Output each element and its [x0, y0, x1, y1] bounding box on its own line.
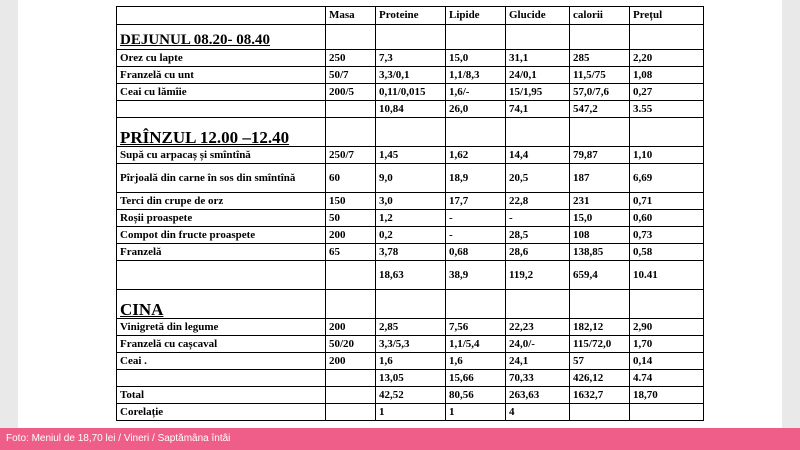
- table-cell: 138,85: [570, 244, 630, 261]
- table-cell: 0,58: [630, 244, 704, 261]
- table-row: [117, 227, 704, 244]
- table-cell: 3,3/0,1: [376, 67, 446, 84]
- header-row: [117, 7, 704, 25]
- table-cell: 3.55: [630, 101, 704, 118]
- table-cell: [630, 404, 704, 421]
- table-cell: 0,68: [446, 244, 506, 261]
- table-cell: 659,4: [570, 261, 630, 290]
- table-cell: [326, 101, 376, 118]
- section-title: PRÎNZUL 12.00 –12.40: [117, 118, 326, 147]
- table-cell: -: [506, 210, 570, 227]
- table-cell: 17,7: [446, 193, 506, 210]
- table-cell: 57,0/7,6: [570, 84, 630, 101]
- table-cell: 60: [326, 164, 376, 193]
- table-cell: [326, 404, 376, 421]
- table-row: [117, 50, 704, 67]
- table-cell: 74,1: [506, 101, 570, 118]
- table-cell: 65: [326, 244, 376, 261]
- table-cell: 50/20: [326, 336, 376, 353]
- table-cell: 0,71: [630, 193, 704, 210]
- table-cell: 14,4: [506, 147, 570, 164]
- dish-name: Roșii proaspete: [117, 210, 326, 227]
- table-row: [117, 244, 704, 261]
- table-cell: 1,10: [630, 147, 704, 164]
- table-cell: 1,1/5,4: [446, 336, 506, 353]
- table-cell: 7,3: [376, 50, 446, 67]
- table-cell: 200: [326, 353, 376, 370]
- dish-name: Pîrjoală din carne în sos din smîntînă: [117, 164, 326, 193]
- table-cell: 28,5: [506, 227, 570, 244]
- table-cell: -: [446, 210, 506, 227]
- table-cell: 15/1,95: [506, 84, 570, 101]
- table-cell: 4.74: [630, 370, 704, 387]
- dish-name: Supă cu arpacaș și smîntînă: [117, 147, 326, 164]
- header-cell: Prețul: [630, 7, 704, 25]
- table-cell: 0,27: [630, 84, 704, 101]
- table-cell: 80,56: [446, 387, 506, 404]
- section-title: CINA: [117, 290, 326, 319]
- table-cell: 38,9: [446, 261, 506, 290]
- table-cell: 119,2: [506, 261, 570, 290]
- table-cell: [326, 387, 376, 404]
- table-cell: [117, 370, 326, 387]
- table-cell: [117, 261, 326, 290]
- table-row: [117, 353, 704, 370]
- table-cell: 22,8: [506, 193, 570, 210]
- table-cell: 1: [376, 404, 446, 421]
- menu-table: [116, 6, 704, 421]
- table-cell: 18,63: [376, 261, 446, 290]
- header-cell: calorii: [570, 7, 630, 25]
- table-cell: [117, 101, 326, 118]
- total-label: Total: [117, 387, 326, 404]
- table-cell: 115/72,0: [570, 336, 630, 353]
- table-cell: 18,9: [446, 164, 506, 193]
- table-cell: 1,6: [376, 353, 446, 370]
- table-cell: 0,73: [630, 227, 704, 244]
- table-cell: 28,6: [506, 244, 570, 261]
- table-cell: -: [446, 227, 506, 244]
- table-cell: 0,14: [630, 353, 704, 370]
- table-cell: 50/7: [326, 67, 376, 84]
- dish-name: Franzelă cu cașcaval: [117, 336, 326, 353]
- header-cell: Masa: [326, 7, 376, 25]
- table-cell: 1,45: [376, 147, 446, 164]
- table-cell: 3,3/5,3: [376, 336, 446, 353]
- table-cell: 20,5: [506, 164, 570, 193]
- table-cell: 3,78: [376, 244, 446, 261]
- table-row: [117, 164, 704, 193]
- table-row: [117, 210, 704, 227]
- table-cell: 426,12: [570, 370, 630, 387]
- dish-name: Franzelă cu unt: [117, 67, 326, 84]
- dish-name: Vinigretă din legume: [117, 319, 326, 336]
- table-cell: 285: [570, 50, 630, 67]
- header-cell: Lipide: [446, 7, 506, 25]
- subtotal-row: [117, 370, 704, 387]
- table-row: [117, 319, 704, 336]
- table-cell: 18,70: [630, 387, 704, 404]
- subtotal-row: [117, 101, 704, 118]
- table-cell: 250/7: [326, 147, 376, 164]
- table-cell: 15,0: [570, 210, 630, 227]
- table-cell: 24,1: [506, 353, 570, 370]
- table-cell: 250: [326, 50, 376, 67]
- table-cell: [570, 404, 630, 421]
- table-cell: 9,0: [376, 164, 446, 193]
- section-header-row: [117, 118, 704, 147]
- subtotal-row: [117, 261, 704, 290]
- table-cell: [326, 261, 376, 290]
- table-cell: 0,60: [630, 210, 704, 227]
- header-cell: Proteine: [376, 7, 446, 25]
- photo-caption: Foto: Meniul de 18,70 lei / Vineri / Saptămâna întâi: [0, 428, 800, 450]
- dish-name: Ceai cu lămîie: [117, 84, 326, 101]
- table-cell: 2,85: [376, 319, 446, 336]
- table-cell: 4: [506, 404, 570, 421]
- table-cell: 1,70: [630, 336, 704, 353]
- correlation-row: [117, 404, 704, 421]
- table-cell: 3,0: [376, 193, 446, 210]
- table-cell: 1,08: [630, 67, 704, 84]
- table-row: [117, 147, 704, 164]
- table-cell: 1,1/8,3: [446, 67, 506, 84]
- table-cell: 26,0: [446, 101, 506, 118]
- table-cell: 2,20: [630, 50, 704, 67]
- table-row: [117, 67, 704, 84]
- table-cell: 0,11/0,015: [376, 84, 446, 101]
- table-cell: 182,12: [570, 319, 630, 336]
- table-row: [117, 193, 704, 210]
- table-cell: 79,87: [570, 147, 630, 164]
- header-cell: Glucide: [506, 7, 570, 25]
- table-cell: 15,0: [446, 50, 506, 67]
- table-cell: 6,69: [630, 164, 704, 193]
- table-cell: 0,2: [376, 227, 446, 244]
- table-cell: 42,52: [376, 387, 446, 404]
- table-cell: 1632,7: [570, 387, 630, 404]
- table-cell: 1,62: [446, 147, 506, 164]
- table-cell: 187: [570, 164, 630, 193]
- table-cell: 31,1: [506, 50, 570, 67]
- dish-name: Terci din crupe de orz: [117, 193, 326, 210]
- table-cell: 10.41: [630, 261, 704, 290]
- table-cell: 108: [570, 227, 630, 244]
- table-cell: 263,63: [506, 387, 570, 404]
- correlation-label: Corelație: [117, 404, 326, 421]
- table-cell: 11,5/75: [570, 67, 630, 84]
- section-title: DEJUNUL 08.20- 08.40: [117, 25, 326, 50]
- section-header-row: [117, 290, 704, 319]
- table-cell: 10,84: [376, 101, 446, 118]
- table-cell: 1,6/-: [446, 84, 506, 101]
- table-cell: 200: [326, 319, 376, 336]
- table-cell: 1,6: [446, 353, 506, 370]
- table-row: [117, 336, 704, 353]
- table-cell: 15,66: [446, 370, 506, 387]
- table-cell: 200: [326, 227, 376, 244]
- table-cell: 24,0/-: [506, 336, 570, 353]
- dish-name: Orez cu lapte: [117, 50, 326, 67]
- table-cell: 13,05: [376, 370, 446, 387]
- table-cell: 70,33: [506, 370, 570, 387]
- table-cell: 7,56: [446, 319, 506, 336]
- table-cell: 24/0,1: [506, 67, 570, 84]
- total-row: [117, 387, 704, 404]
- table-cell: 231: [570, 193, 630, 210]
- header-cell: [117, 7, 326, 25]
- table-cell: 150: [326, 193, 376, 210]
- section-header-row: [117, 25, 704, 50]
- table-cell: 50: [326, 210, 376, 227]
- dish-name: Franzelă: [117, 244, 326, 261]
- table-cell: 22,23: [506, 319, 570, 336]
- dish-name: Compot din fructe proaspete: [117, 227, 326, 244]
- table-cell: 1,2: [376, 210, 446, 227]
- table-cell: 57: [570, 353, 630, 370]
- table-cell: 200/5: [326, 84, 376, 101]
- document-page: [18, 0, 782, 428]
- dish-name: Ceai .: [117, 353, 326, 370]
- table-row: [117, 84, 704, 101]
- table-cell: 547,2: [570, 101, 630, 118]
- table-cell: 2,90: [630, 319, 704, 336]
- table-cell: 1: [446, 404, 506, 421]
- table-cell: [326, 370, 376, 387]
